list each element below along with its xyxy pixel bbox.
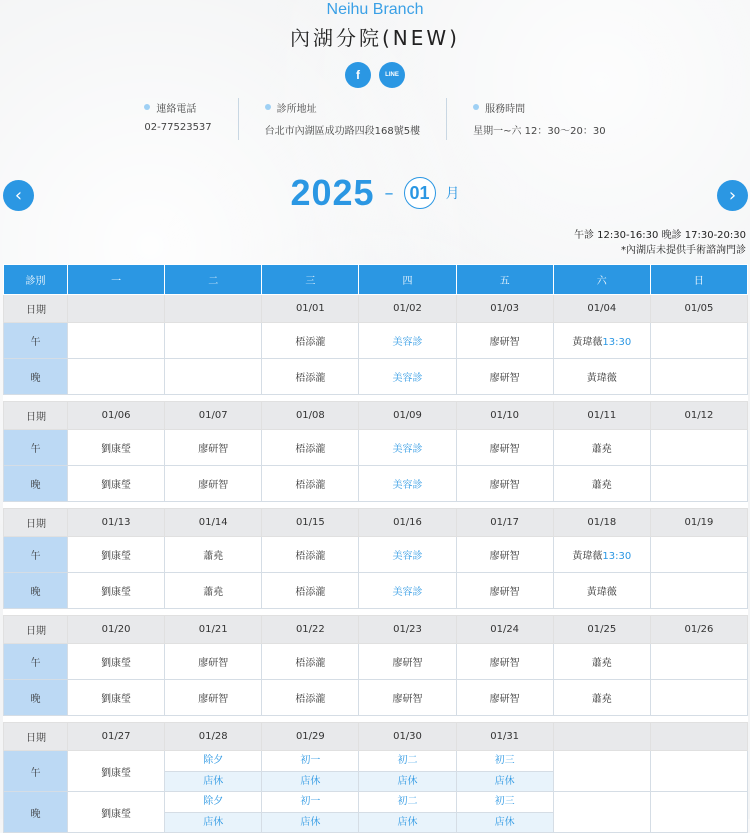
doctor-name: 梧添瀧 [295, 694, 326, 705]
doctor-name: 廖研智 [489, 658, 520, 669]
doctor-name: 劉康瑩 [101, 808, 132, 820]
doctor-name: 蕭堯 [203, 551, 224, 562]
doctor-name: 廖研智 [489, 337, 520, 348]
shift-time: 13:30 [602, 337, 632, 348]
gap-cell [4, 395, 748, 402]
date-cell: 01/09 [359, 402, 456, 430]
doctor-cell[interactable] [553, 644, 650, 680]
date-cell: 01/05 [650, 295, 747, 323]
holiday-cell [456, 792, 553, 833]
date-cell: 01/08 [262, 402, 359, 430]
date-row [4, 295, 748, 323]
doctor-cell[interactable] [456, 430, 553, 466]
night-row [4, 792, 748, 833]
col-header: 日 [650, 265, 747, 295]
noon-row [4, 323, 748, 359]
info-label: 服務時間 [485, 103, 526, 115]
night-label: 晚 [4, 573, 68, 609]
branch-name-zh: 內湖分院(NEW) [290, 26, 460, 50]
date-cell: 01/10 [456, 402, 553, 430]
surgery-note: *內湖店未提供手術諮詢門診 [621, 245, 746, 256]
doctor-cell[interactable] [359, 359, 456, 395]
doctor-cell[interactable] [68, 792, 165, 833]
closed-label: 店休 [262, 771, 358, 791]
noon-row [4, 537, 748, 573]
date-cell: 01/25 [553, 616, 650, 644]
doctor-cell[interactable] [553, 323, 650, 359]
doctor-cell [68, 359, 165, 395]
info-label: 診所地址 [276, 103, 317, 115]
date-cell [650, 723, 747, 751]
noon-row [4, 644, 748, 680]
doctor-name: 廖研智 [198, 444, 229, 455]
date-label: 日期 [4, 509, 68, 537]
week-gap [4, 395, 748, 402]
closed-label: 店休 [457, 812, 553, 832]
date-label: 日期 [4, 723, 68, 751]
doctor-cell[interactable] [262, 430, 359, 466]
doctor-cell [650, 792, 747, 833]
doctor-cell[interactable] [68, 430, 165, 466]
date-cell: 01/20 [68, 616, 165, 644]
noon-label: 午 [4, 751, 68, 792]
dot-icon [265, 104, 271, 110]
doctor-cell [650, 323, 747, 359]
doctor-cell[interactable] [68, 680, 165, 716]
col-header: 六 [553, 265, 650, 295]
doctor-name: 黃瑋薇 [572, 551, 603, 562]
holiday-cell [359, 751, 456, 792]
doctor-cell[interactable] [553, 430, 650, 466]
holiday-name: 初三 [494, 755, 515, 766]
address-value: 台北市內湖區成功路四段168號5樓 [264, 126, 421, 137]
doctor-name: 梧添瀧 [295, 658, 326, 669]
week-gap [4, 502, 748, 509]
doctor-cell[interactable] [68, 466, 165, 502]
date-row [4, 509, 748, 537]
doctor-name: 美容診 [392, 480, 423, 491]
social-links [0, 62, 750, 88]
holiday-name: 初一 [300, 755, 321, 766]
doctor-name: 廖研智 [489, 444, 520, 455]
gap-cell [4, 716, 748, 723]
date-cell: 01/19 [650, 509, 747, 537]
line-icon[interactable]: LINE [379, 62, 405, 88]
doctor-cell[interactable] [68, 644, 165, 680]
clinic-hours-note [574, 228, 746, 258]
doctor-cell[interactable] [262, 359, 359, 395]
doctor-cell[interactable] [262, 323, 359, 359]
doctor-cell[interactable] [262, 466, 359, 502]
doctor-cell[interactable] [553, 537, 650, 573]
doctor-cell[interactable] [359, 573, 456, 609]
branch-name-en: Neihu Branch [326, 1, 424, 18]
noon-label: 午 [4, 644, 68, 680]
info-address [238, 98, 446, 140]
doctor-name: 美容診 [392, 444, 423, 455]
doctor-name: 黃瑋薇 [572, 337, 603, 348]
doctor-name: 廖研智 [198, 694, 229, 705]
chevron-right-icon: › [728, 185, 737, 206]
holiday-name: 初二 [397, 755, 418, 766]
night-row [4, 466, 748, 502]
doctor-cell[interactable] [165, 537, 262, 573]
doctor-name: 劉康瑩 [101, 587, 132, 598]
doctor-cell [650, 644, 747, 680]
week-gap [4, 716, 748, 723]
noon-label: 午 [4, 537, 68, 573]
date-cell [553, 723, 650, 751]
doctor-cell [650, 430, 747, 466]
date-cell: 01/22 [262, 616, 359, 644]
holiday-name: 初一 [300, 796, 321, 807]
doctor-cell [650, 751, 747, 792]
date-cell: 01/11 [553, 402, 650, 430]
night-row [4, 573, 748, 609]
doctor-cell[interactable] [553, 359, 650, 395]
doctor-name: 廖研智 [489, 587, 520, 598]
doctor-name: 梧添瀧 [295, 551, 326, 562]
col-header: 五 [456, 265, 553, 295]
date-cell: 01/06 [68, 402, 165, 430]
doctor-cell[interactable] [553, 573, 650, 609]
noon-row [4, 751, 748, 792]
doctor-name: 劉康瑩 [101, 694, 132, 705]
doctor-cell[interactable] [456, 359, 553, 395]
doctor-name: 美容診 [392, 373, 423, 384]
doctor-cell[interactable] [553, 680, 650, 716]
holiday-name: 初二 [397, 796, 418, 807]
doctor-cell[interactable] [456, 680, 553, 716]
date-cell: 01/27 [68, 723, 165, 751]
holiday-cell [359, 792, 456, 833]
closed-label: 店休 [165, 812, 261, 832]
doctor-name: 梧添瀧 [295, 337, 326, 348]
doctor-cell[interactable] [68, 751, 165, 792]
closed-label: 店休 [359, 812, 455, 832]
closed-label: 店休 [457, 771, 553, 791]
doctor-name: 廖研智 [489, 373, 520, 384]
doctor-name: 廖研智 [489, 551, 520, 562]
date-row [4, 723, 748, 751]
month-badge: 01 [404, 177, 436, 209]
date-cell: 01/01 [262, 295, 359, 323]
doctor-cell[interactable] [165, 573, 262, 609]
doctor-name: 劉康瑩 [101, 551, 132, 562]
header-row [4, 265, 748, 295]
date-cell: 01/29 [262, 723, 359, 751]
date-label: 日期 [4, 402, 68, 430]
date-cell: 01/03 [456, 295, 553, 323]
doctor-name: 廖研智 [392, 658, 423, 669]
doctor-cell[interactable] [359, 644, 456, 680]
doctor-cell[interactable] [165, 430, 262, 466]
dot-icon [473, 104, 479, 110]
hours-value: 星期一~六 12：30～20：30 [473, 126, 606, 137]
col-header: 一 [68, 265, 165, 295]
date-cell: 01/26 [650, 616, 747, 644]
doctor-cell [553, 792, 650, 833]
closed-label: 店休 [262, 812, 358, 832]
date-cell: 01/15 [262, 509, 359, 537]
doctor-cell[interactable] [359, 537, 456, 573]
col-header: 二 [165, 265, 262, 295]
doctor-cell[interactable] [165, 644, 262, 680]
session-hours: 午診 12:30-16:30 晚診 17:30-20:30 [573, 230, 746, 241]
date-cell: 01/16 [359, 509, 456, 537]
doctor-cell[interactable] [262, 680, 359, 716]
noon-label: 午 [4, 323, 68, 359]
date-cell: 01/13 [68, 509, 165, 537]
date-cell: 01/30 [359, 723, 456, 751]
doctor-name: 梧添瀧 [295, 480, 326, 491]
dot-icon [144, 104, 150, 110]
doctor-name: 劉康瑩 [101, 444, 132, 455]
doctor-name: 黃瑋薇 [586, 587, 617, 598]
info-phone [118, 98, 237, 140]
doctor-name: 梧添瀧 [295, 373, 326, 384]
night-label: 晚 [4, 680, 68, 716]
doctor-cell [553, 751, 650, 792]
doctor-cell[interactable] [456, 573, 553, 609]
doctor-cell[interactable] [553, 466, 650, 502]
schedule-table [3, 264, 748, 833]
date-cell: 01/21 [165, 616, 262, 644]
date-cell: 01/31 [456, 723, 553, 751]
date-row [4, 402, 748, 430]
doctor-cell [165, 359, 262, 395]
month-unit: 月 [445, 186, 460, 202]
doctor-name: 廖研智 [489, 480, 520, 491]
doctor-cell[interactable] [262, 573, 359, 609]
doctor-name: 廖研智 [489, 694, 520, 705]
doctor-cell[interactable] [165, 466, 262, 502]
phone-value[interactable]: 02-77523537 [144, 122, 212, 133]
date-cell [165, 295, 262, 323]
doctor-cell[interactable] [456, 537, 553, 573]
doctor-name: 劉康瑩 [101, 658, 132, 669]
branch-info [0, 98, 750, 140]
date-row [4, 616, 748, 644]
col-header: 診別 [4, 265, 68, 295]
doctor-name: 廖研智 [392, 694, 423, 705]
night-label: 晚 [4, 359, 68, 395]
doctor-name: 梧添瀧 [295, 587, 326, 598]
doctor-name: 蕭堯 [591, 444, 612, 455]
date-cell: 01/28 [165, 723, 262, 751]
doctor-cell[interactable] [165, 680, 262, 716]
holiday-name: 除夕 [203, 755, 224, 766]
doctor-cell[interactable] [456, 323, 553, 359]
week-gap [4, 609, 748, 616]
doctor-cell[interactable] [359, 430, 456, 466]
doctor-cell [68, 323, 165, 359]
facebook-icon[interactable]: f [345, 62, 371, 88]
doctor-name: 廖研智 [198, 658, 229, 669]
holiday-cell [262, 792, 359, 833]
doctor-cell [650, 466, 747, 502]
holiday-name: 初三 [494, 796, 515, 807]
doctor-name: 廖研智 [198, 480, 229, 491]
date-cell: 01/23 [359, 616, 456, 644]
date-cell: 01/14 [165, 509, 262, 537]
noon-label: 午 [4, 430, 68, 466]
holiday-cell [165, 792, 262, 833]
closed-label: 店休 [165, 771, 261, 791]
holiday-cell [262, 751, 359, 792]
info-hours [446, 98, 631, 140]
doctor-cell[interactable] [68, 573, 165, 609]
date-cell: 01/18 [553, 509, 650, 537]
holiday-name: 除夕 [203, 796, 224, 807]
doctor-cell [650, 359, 747, 395]
doctor-name: 美容診 [392, 337, 423, 348]
chevron-left-icon: ‹ [14, 185, 23, 206]
night-row [4, 680, 748, 716]
gap-cell [4, 502, 748, 509]
info-label: 連絡電話 [156, 103, 197, 115]
doctor-cell [650, 537, 747, 573]
night-label: 晚 [4, 792, 68, 833]
month-title [0, 172, 750, 214]
doctor-cell[interactable] [262, 537, 359, 573]
holiday-cell [165, 751, 262, 792]
doctor-name: 梧添瀧 [295, 444, 326, 455]
doctor-cell[interactable] [456, 466, 553, 502]
doctor-name: 蕭堯 [591, 658, 612, 669]
doctor-name: 蕭堯 [591, 694, 612, 705]
shift-time: 13:30 [602, 551, 632, 562]
doctor-cell[interactable] [68, 537, 165, 573]
date-cell: 01/02 [359, 295, 456, 323]
closed-label: 店休 [359, 771, 455, 791]
doctor-name: 劉康瑩 [101, 480, 132, 491]
doctor-cell[interactable] [359, 466, 456, 502]
night-label: 晚 [4, 466, 68, 502]
doctor-name: 劉康瑩 [101, 767, 132, 779]
gap-cell [4, 609, 748, 616]
doctor-cell[interactable] [359, 680, 456, 716]
date-cell: 01/04 [553, 295, 650, 323]
doctor-name: 美容診 [392, 587, 423, 598]
year: 2025 [290, 172, 375, 213]
doctor-cell [650, 680, 747, 716]
col-header: 三 [262, 265, 359, 295]
doctor-cell [165, 323, 262, 359]
holiday-cell [456, 751, 553, 792]
date-cell: 01/12 [650, 402, 747, 430]
doctor-name: 蕭堯 [591, 480, 612, 491]
doctor-name: 美容診 [392, 551, 423, 562]
night-row [4, 359, 748, 395]
doctor-cell[interactable] [262, 644, 359, 680]
doctor-cell[interactable] [456, 644, 553, 680]
doctor-cell [650, 573, 747, 609]
date-cell: 01/17 [456, 509, 553, 537]
date-label: 日期 [4, 295, 68, 323]
separator: – [384, 182, 394, 204]
doctor-name: 蕭堯 [203, 587, 224, 598]
noon-row [4, 430, 748, 466]
doctor-cell[interactable] [359, 323, 456, 359]
date-cell: 01/07 [165, 402, 262, 430]
col-header: 四 [359, 265, 456, 295]
date-label: 日期 [4, 616, 68, 644]
doctor-name: 黃瑋薇 [586, 373, 617, 384]
date-cell [68, 295, 165, 323]
date-cell: 01/24 [456, 616, 553, 644]
